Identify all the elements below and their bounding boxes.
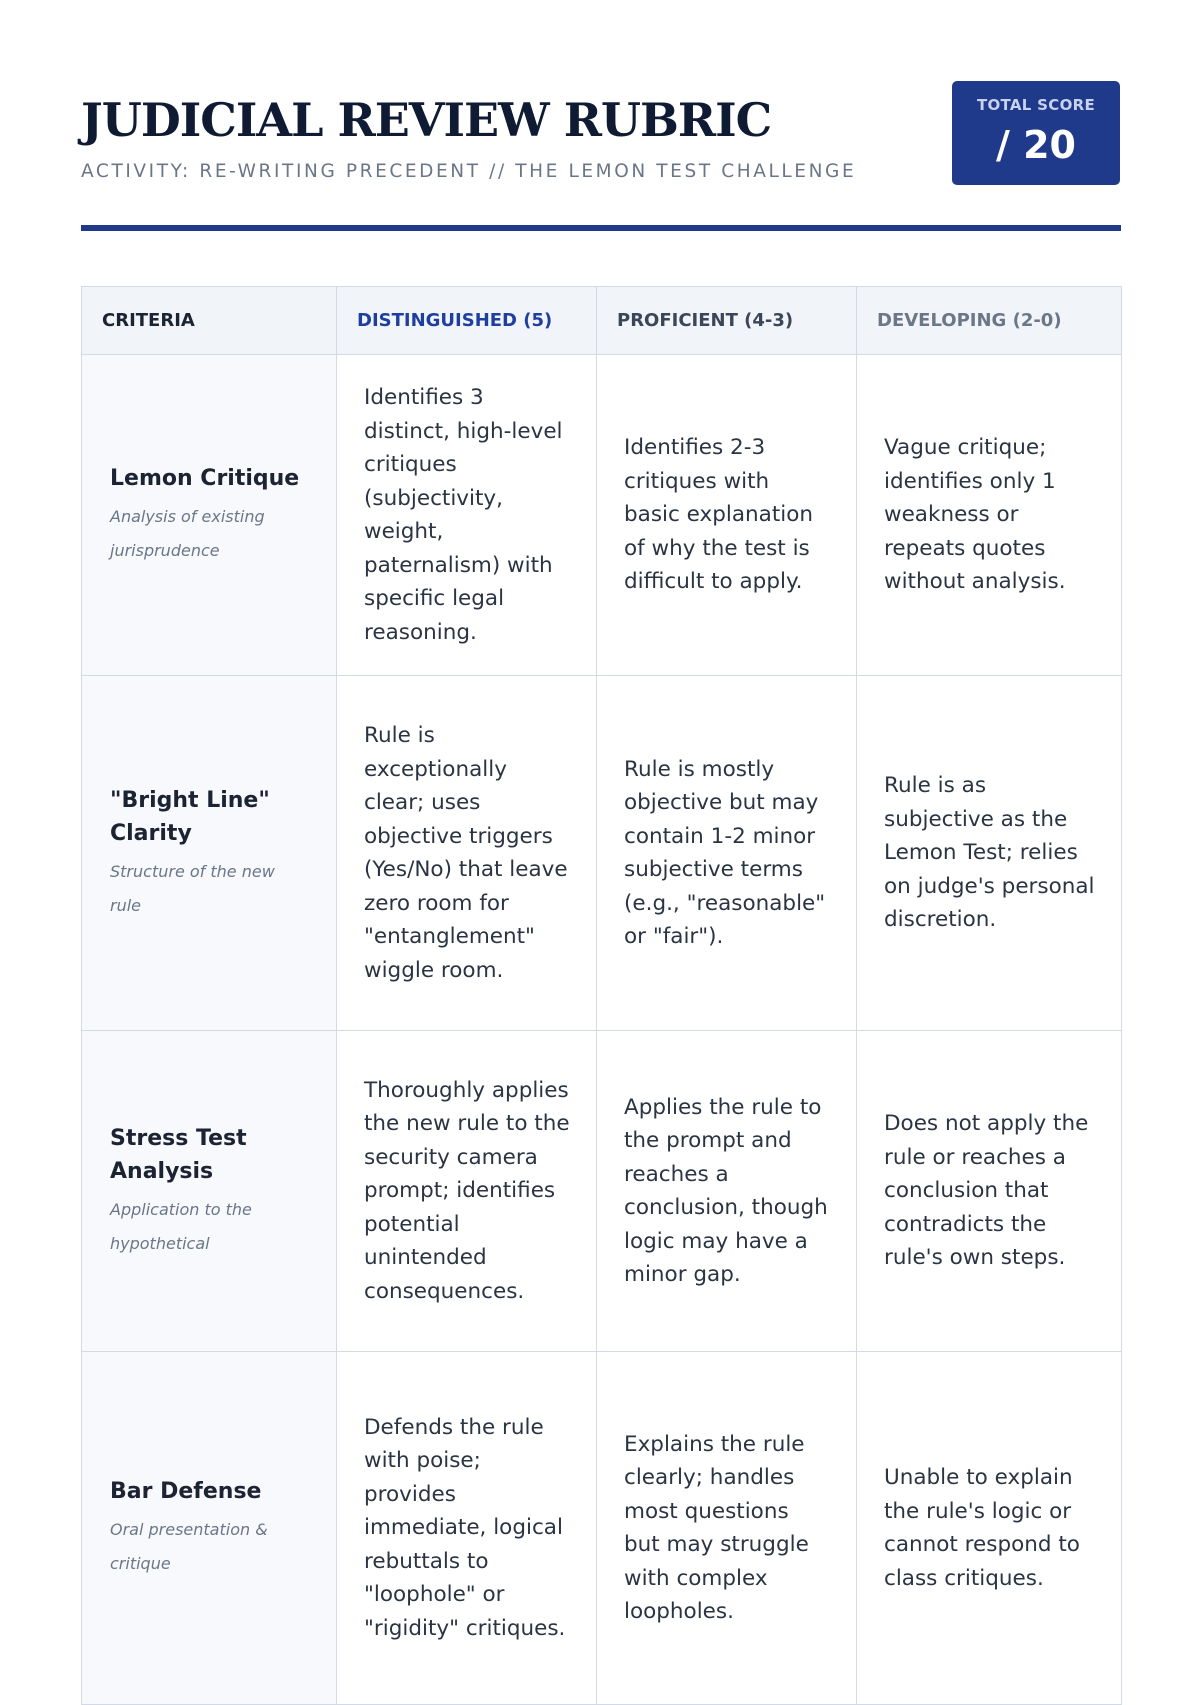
column-header-criteria: CRITERIA [82,287,337,355]
table-row [82,1031,1122,1352]
criteria-description: Analysis of existing jurisprudence [110,506,265,560]
table-row [82,676,1122,1031]
total-score-value: / 20 [996,123,1076,167]
criteria-name: Stress Test Analysis [110,1125,247,1184]
header-divider [81,225,1121,231]
criteria-description: Application to the hypothetical [110,1199,252,1253]
table-row [82,355,1122,676]
developing-cell: Does not apply the rule or reaches a conclusion that contradicts the rule's own steps. [857,1031,1122,1352]
criteria-description: Oral presentation & critique [110,1519,268,1573]
total-score-label: TOTAL SCORE [976,96,1096,114]
page-header [81,0,1121,232]
column-header-developing: DEVELOPING (2-0) [857,287,1122,355]
rubric-table [81,286,1122,1705]
distinguished-cell: Thoroughly applies the new rule to the security camera prompt; identifies potential unintended consequences. [337,1031,597,1352]
total-score-box [952,81,1120,185]
page-subtitle: ACTIVITY: RE-WRITING PRECEDENT // THE LEMON TEST CHALLENGE [81,161,857,182]
criteria-cell [82,1031,337,1352]
criteria-cell [82,355,337,676]
distinguished-cell: Identifies 3 distinct, high-level critiques (subjectivity, weight, paternalism) with specific legal reasoning. [337,355,597,676]
criteria-description: Structure of the new rule [110,861,275,915]
rubric-page [81,0,1121,1641]
distinguished-cell: Defends the rule with poise; provides immediate, logical rebuttals to "loophole" or "rigidity" critiques. [337,1352,597,1705]
developing-cell: Rule is as subjective as the Lemon Test; relies on judge's personal discretion. [857,676,1122,1031]
column-header-distinguished: DISTINGUISHED (5) [337,287,597,355]
criteria-name: Lemon Critique [110,466,300,492]
distinguished-cell: Rule is exceptionally clear; uses objective triggers (Yes/No) that leave zero room for "entanglement" wiggle room. [337,676,597,1031]
criteria-name: Bar Defense [110,1479,262,1505]
proficient-cell: Applies the rule to the prompt and reaches a conclusion, though logic may have a minor gap. [597,1031,857,1352]
table-header-row [82,287,1122,355]
criteria-cell [82,676,337,1031]
column-header-proficient: PROFICIENT (4-3) [597,287,857,355]
developing-cell: Vague critique; identifies only 1 weakness or repeats quotes without analysis. [857,355,1122,676]
page-title: JUDICIAL REVIEW RUBRIC [81,93,772,147]
criteria-name: "Bright Line" Clarity [110,787,270,846]
developing-cell: Unable to explain the rule's logic or cannot respond to class critiques. [857,1352,1122,1705]
proficient-cell: Identifies 2-3 critiques with basic explanation of why the test is difficult to apply. [597,355,857,676]
table-row [82,1352,1122,1705]
proficient-cell: Explains the rule clearly; handles most questions but may struggle with complex loopholes. [597,1352,857,1705]
proficient-cell: Rule is mostly objective but may contain 1-2 minor subjective terms (e.g., "reasonable" or "fair"). [597,676,857,1031]
criteria-cell [82,1352,337,1705]
